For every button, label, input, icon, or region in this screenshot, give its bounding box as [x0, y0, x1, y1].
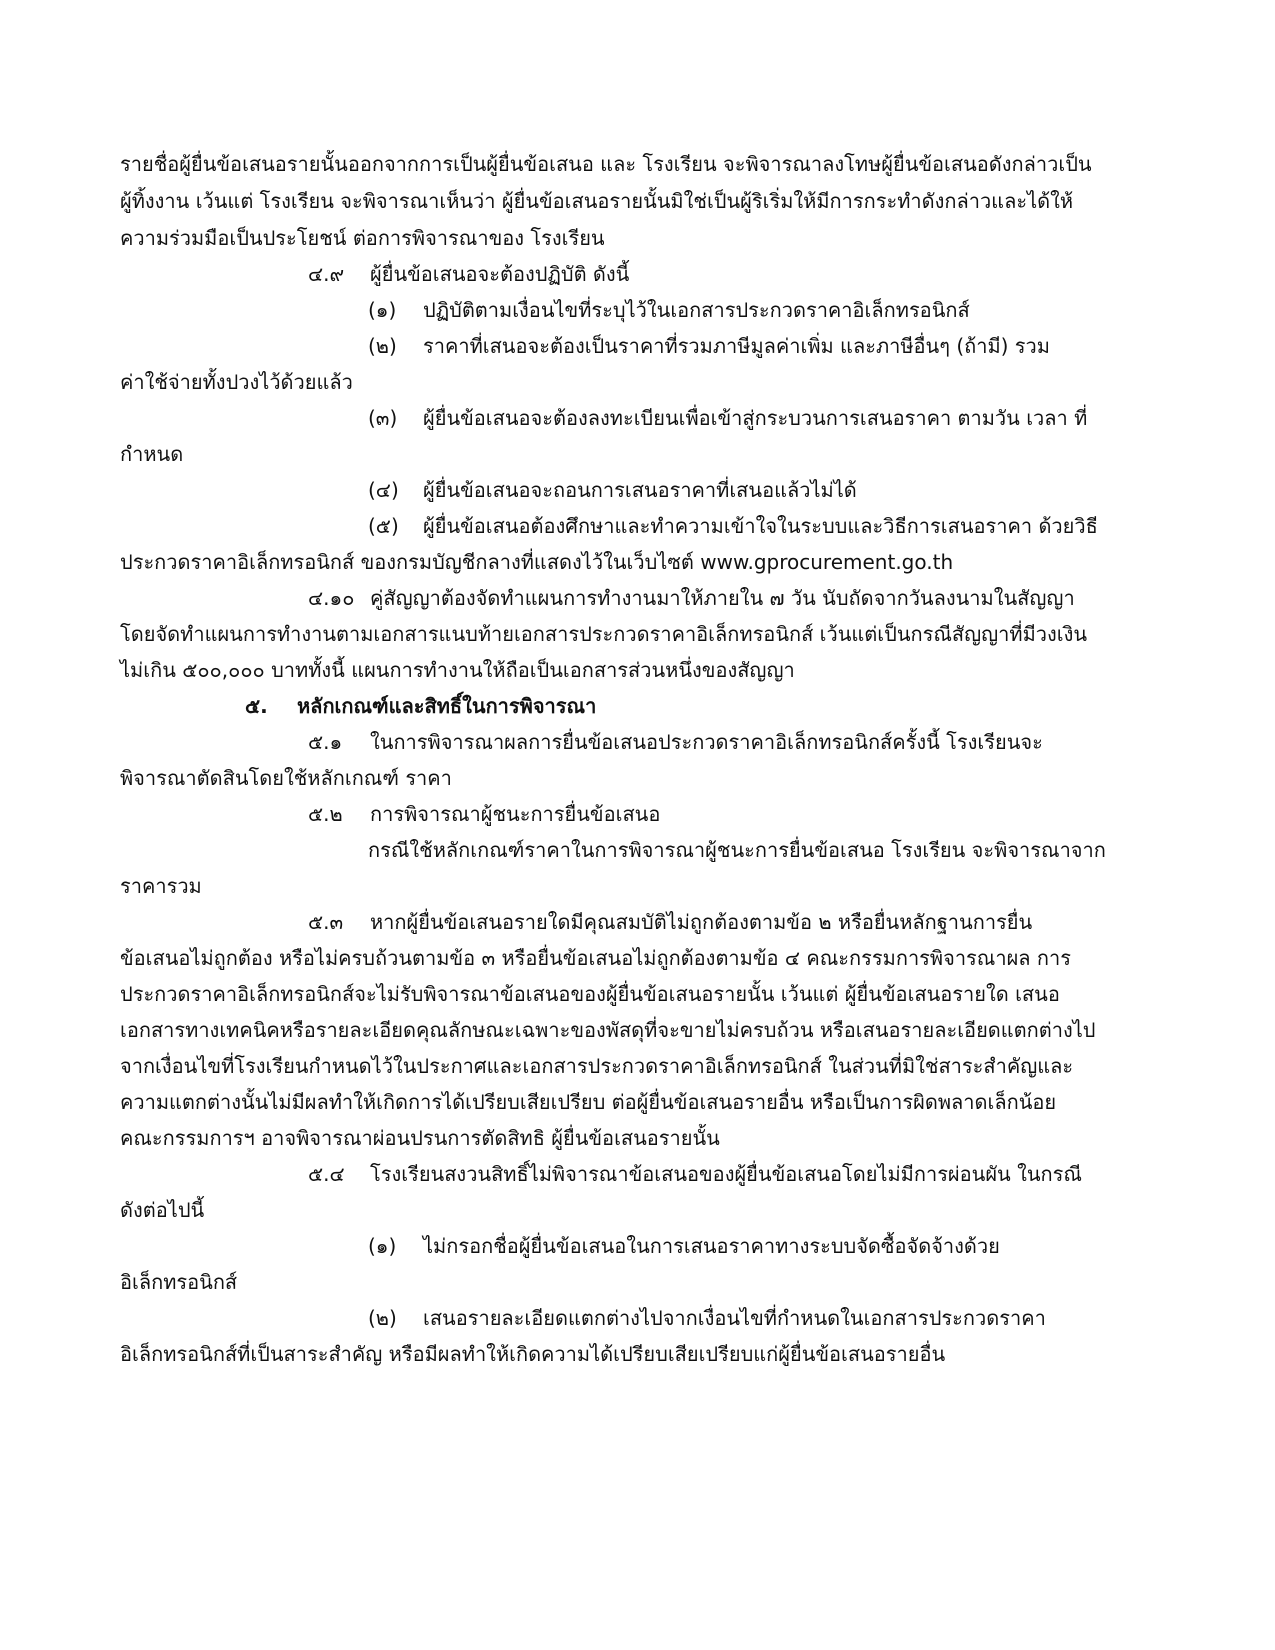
text-line: ข้อเสนอไม่ถูกต้อง หรือไม่ครบถ้วนตามข้อ ๓ หรือยื่นข้อเสนอไม่ถูกต้องตามข้อ ๔ คณะกรรมการพิจารณาผล การ: [120, 946, 1071, 970]
clause-5-3: [308, 908, 1032, 936]
clause-text: ปฏิบัติตามเงื่อนไขที่ระบุไว้ในเอกสารประกวดราคาอิเล็กทรอนิกส์: [423, 298, 970, 322]
clause-text: การพิจารณาผู้ชนะการยื่นข้อเสนอ: [370, 802, 661, 826]
clause-4-9: [308, 260, 629, 288]
clause-5-4: [308, 1160, 1082, 1188]
clause-number: (๓): [368, 406, 398, 430]
text-line: ประกวดราคาอิเล็กทรอนิกส์ ของกรมบัญชีกลางที่แสดงไว้ในเว็บไซต์ www.gprocurement.go.th: [120, 550, 954, 574]
clause-4-9-2: [368, 332, 1050, 360]
clause-number: ๕.๓: [308, 910, 344, 934]
text-line: ความร่วมมือเป็นประโยชน์ ต่อการพิจารณาของ โรงเรียน: [120, 226, 605, 250]
clause-text: ในการพิจารณาผลการยื่นข้อเสนอประกวดราคาอิเล็กทรอนิกส์ครั้งนี้ โรงเรียนจะ: [370, 730, 1043, 754]
clause-text: ผู้ยื่นข้อเสนอจะต้องปฏิบัติ ดังนี้: [370, 262, 630, 286]
clause-number: ๕.๑: [308, 730, 343, 754]
text-line: ประกวดราคาอิเล็กทรอนิกส์จะไม่รับพิจารณาข้อเสนอของผู้ยื่นข้อเสนอรายนั้น เว้นแต่ ผู้ยื่นข้อเสนอรายใด เสนอ: [120, 982, 1060, 1006]
clause-5-2: [308, 800, 660, 828]
text-line: รายชื่อผู้ยื่นข้อเสนอรายนั้นออกจากการเป็นผู้ยื่นข้อเสนอ และ โรงเรียน จะพิจารณาลงโทษผู้ยื่นข้อเสนอดังกล่าวเป็น: [120, 152, 1092, 176]
clause-5-4-1: [368, 1232, 1000, 1260]
text-line: คณะกรรมการฯ อาจพิจารณาผ่อนปรนการตัดสิทธิ ผู้ยื่นข้อเสนอรายนั้น: [120, 1126, 720, 1150]
section-heading-5: [245, 692, 596, 720]
section-number: ๕.: [245, 694, 268, 718]
section-title: หลักเกณฑ์และสิทธิ์ในการพิจารณา: [297, 694, 597, 718]
clause-text: ราคาที่เสนอจะต้องเป็นราคาที่รวมภาษีมูลค่าเพิ่ม และภาษีอื่นๆ (ถ้ามี) รวม: [423, 334, 1050, 358]
clause-5-1: [308, 728, 1043, 756]
clause-number: ๔.๙: [308, 262, 345, 286]
clause-number: (๒): [368, 1306, 397, 1330]
text-line: อิเล็กทรอนิกส์: [120, 1270, 238, 1294]
text-line: ผู้ทิ้งงาน เว้นแต่ โรงเรียน จะพิจารณาเห็นว่า ผู้ยื่นข้อเสนอรายนั้นมิใช่เป็นผู้ริเริ่มให้มีการกระทำดังกล่าวและได้ให้: [120, 189, 1074, 213]
clause-number: (๕): [368, 514, 399, 538]
clause-number: (๔): [368, 478, 399, 502]
clause-number: (๑): [368, 298, 397, 322]
clause-4-9-3: [368, 404, 1087, 432]
clause-4-9-5: [368, 512, 1098, 540]
clause-5-4-2: [368, 1304, 1046, 1332]
clause-number: ๕.๒: [308, 802, 343, 826]
text-line: พิจารณาตัดสินโดยใช้หลักเกณฑ์ ราคา: [120, 766, 452, 790]
text-line: กำหนด: [120, 442, 184, 466]
clause-text: ไม่กรอกชื่อผู้ยื่นข้อเสนอในการเสนอราคาทางระบบจัดซื้อจัดจ้างด้วย: [423, 1234, 1000, 1258]
text-line: ดังต่อไปนี้: [120, 1198, 205, 1222]
clause-text: ผู้ยื่นข้อเสนอจะต้องลงทะเบียนเพื่อเข้าสู่กระบวนการเสนอราคา ตามวัน เวลา ที่: [423, 406, 1088, 430]
text-line: จากเงื่อนไขที่โรงเรียนกำหนดไว้ในประกาศและเอกสารประกวดราคาอิเล็กทรอนิกส์ ในส่วนที่มิใช่สาระสำคัญและ: [120, 1054, 1074, 1078]
text-line: อิเล็กทรอนิกส์ที่เป็นสาระสำคัญ หรือมีผลทำให้เกิดความได้เปรียบเสียเปรียบแก่ผู้ยื่นข้อเสนอรายอื่น: [120, 1342, 946, 1366]
text-line: ความแตกต่างนั้นไม่มีผลทำให้เกิดการได้เปรียบเสียเปรียบ ต่อผู้ยื่นข้อเสนอรายอื่น หรือเป็นการผิดพลาดเล็กน้อย: [120, 1090, 1057, 1114]
text-line: ราคารวม: [120, 874, 202, 898]
text-line: โดยจัดทำแผนการทำงานตามเอกสารแนบท้ายเอกสารประกวดราคาอิเล็กทรอนิกส์ เว้นแต่เป็นกรณีสัญญาที่มีวงเงิน: [120, 622, 1088, 646]
text-line: ไม่เกิน ๕๐๐,๐๐๐ บาททั้งนี้ แผนการทำงานให้ถือเป็นเอกสารส่วนหนึ่งของสัญญา: [120, 658, 795, 682]
clause-text: คู่สัญญาต้องจัดทำแผนการทำงานมาให้ภายใน ๗ วัน นับถัดจากวันลงนามในสัญญา: [370, 586, 1075, 610]
text-line: ค่าใช้จ่ายทั้งปวงไว้ด้วยแล้ว: [120, 370, 353, 394]
clause-text: หากผู้ยื่นข้อเสนอรายใดมีคุณสมบัติไม่ถูกต้องตามข้อ ๒ หรือยื่นหลักฐานการยื่น: [370, 910, 1033, 934]
clause-4-10: [308, 584, 1075, 612]
clause-text: ผู้ยื่นข้อเสนอจะถอนการเสนอราคาที่เสนอแล้วไม่ได้: [423, 478, 857, 502]
clause-text: ผู้ยื่นข้อเสนอต้องศึกษาและทำความเข้าใจในระบบและวิธีการเสนอราคา ด้วยวิธี: [423, 514, 1098, 538]
clause-5-2-body: กรณีใช้หลักเกณฑ์ราคาในการพิจารณาผู้ชนะการยื่นข้อเสนอ โรงเรียน จะพิจารณาจาก: [368, 838, 1106, 862]
clause-number: ๕.๔: [308, 1162, 345, 1186]
clause-text: เสนอรายละเอียดแตกต่างไปจากเงื่อนไขที่กำหนดในเอกสารประกวดราคา: [423, 1306, 1046, 1330]
text-line: เอกสารทางเทคนิคหรือรายละเอียดคุณลักษณะเฉพาะของพัสดุที่จะขายไม่ครบถ้วน หรือเสนอรายละเอียดแตกต่างไป: [120, 1018, 1096, 1042]
clause-4-9-4: [368, 476, 857, 504]
clause-text: โรงเรียนสงวนสิทธิ์ไม่พิจารณาข้อเสนอของผู้ยื่นข้อเสนอโดยไม่มีการผ่อนผัน ในกรณี: [370, 1162, 1082, 1186]
clause-number: (๑): [368, 1234, 397, 1258]
clause-number: (๒): [368, 334, 397, 358]
clause-number: ๔.๑๐: [308, 586, 355, 610]
clause-4-9-1: [368, 296, 970, 324]
